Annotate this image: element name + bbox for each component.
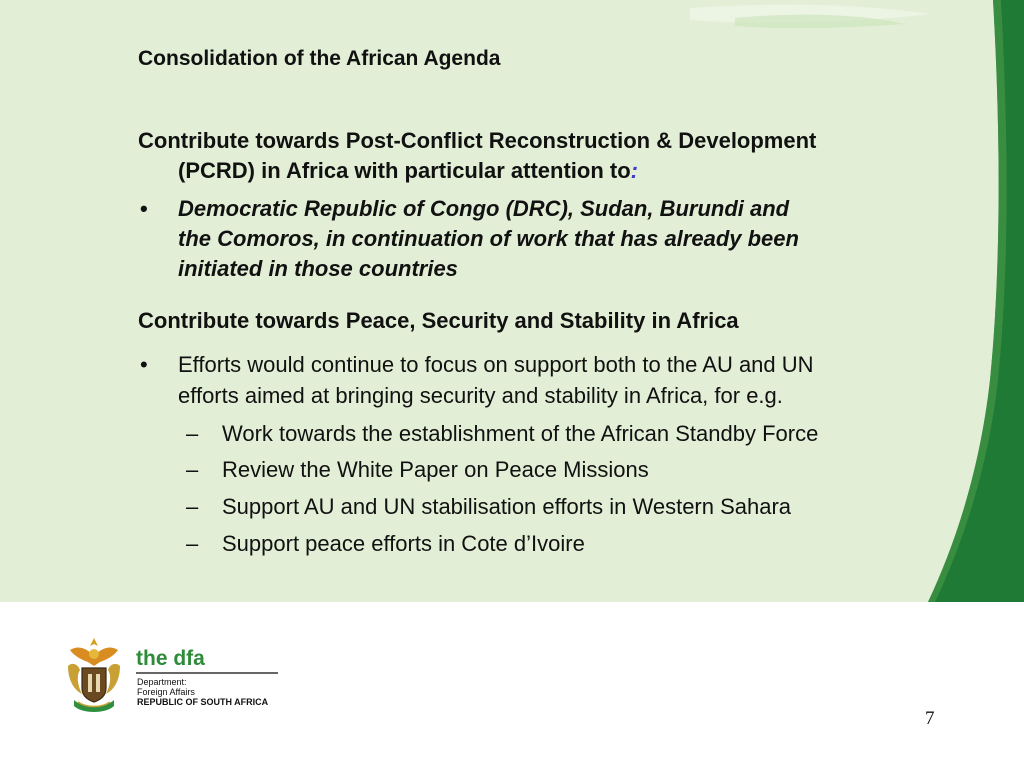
- sub-list-item: Support peace efforts in Cote d’Ivoire: [222, 531, 585, 556]
- dfa-wordmark: [136, 648, 205, 669]
- logo-caption-line3: REPUBLIC OF SOUTH AFRICA: [137, 697, 269, 707]
- section-title-line: Contribute towards Post-Conflict Reconstruction & Development: [138, 128, 817, 153]
- section-title-line: [178, 158, 638, 184]
- bullet-marker: •: [140, 196, 148, 221]
- dash-marker: –: [186, 457, 199, 482]
- section-title: Contribute towards Peace, Security and Stability in Africa: [138, 308, 739, 333]
- section-title-text: (PCRD) in Africa with particular attention to: [178, 158, 631, 183]
- logo-divider: [136, 672, 278, 674]
- coat-of-arms-icon: [62, 636, 126, 716]
- wordmark-dfa: dfa: [173, 647, 205, 670]
- dash-marker: –: [186, 531, 199, 556]
- colon-accent: :: [630, 158, 638, 183]
- dash-marker: –: [186, 421, 199, 446]
- logo-caption-line2: Foreign Affairs: [137, 687, 195, 697]
- bullet-line: efforts aimed at bringing security and stability in Africa, for e.g.: [178, 383, 783, 408]
- sub-list-item: Work towards the establishment of the African Standby Force: [222, 421, 819, 446]
- bullet-line: Democratic Republic of Congo (DRC), Sudan, Burundi and: [178, 196, 790, 221]
- bullet-marker: •: [140, 352, 148, 377]
- bullet-line: Efforts would continue to focus on support both to the AU and UN: [178, 352, 814, 377]
- sub-list-item: Support AU and UN stabilisation efforts in Western Sahara: [222, 494, 792, 519]
- page-number: 7: [925, 708, 935, 729]
- logo-caption-line1: Department:: [137, 677, 187, 687]
- bullet-line: the Comoros, in continuation of work that has already been: [178, 226, 799, 251]
- wordmark-the: the: [136, 647, 174, 670]
- sub-list-item: Review the White Paper on Peace Missions: [222, 457, 649, 482]
- dash-marker: –: [186, 494, 199, 519]
- slide-heading: Consolidation of the African Agenda: [138, 47, 501, 70]
- bullet-line: initiated in those countries: [178, 256, 458, 281]
